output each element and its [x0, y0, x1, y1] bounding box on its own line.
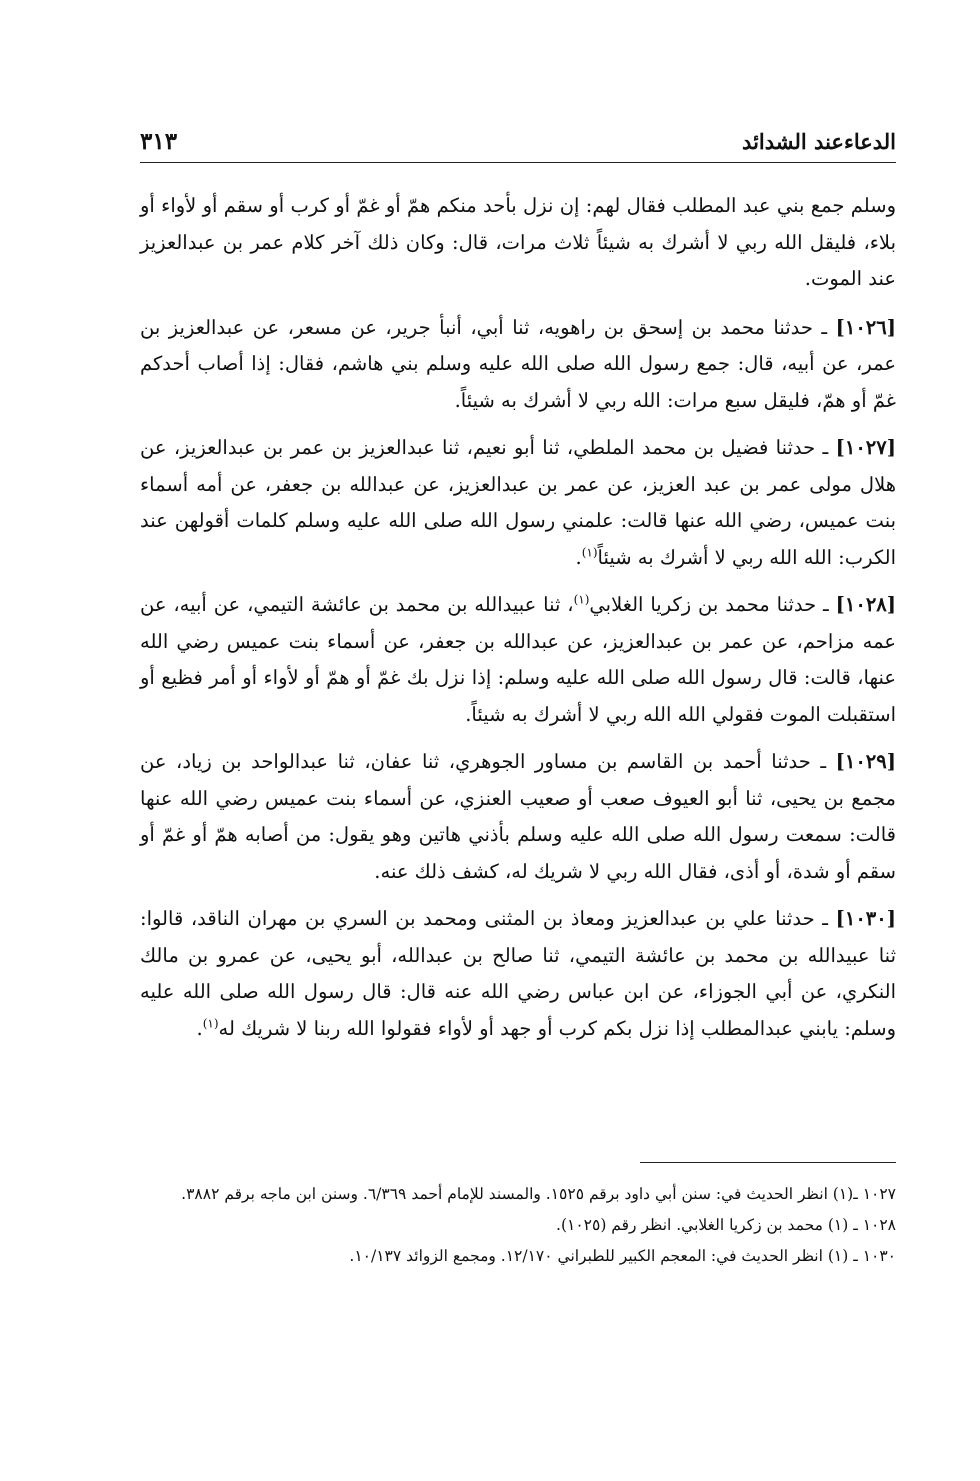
- hadith-paragraph: [140, 587, 896, 733]
- footnote-separator: [640, 1162, 896, 1163]
- hadith-number: [١٠٢٩]: [835, 750, 896, 773]
- hadith-number: [١٠٢٦]: [835, 315, 896, 339]
- footnote-reference: (١): [202, 1016, 219, 1030]
- header-rule: [140, 162, 896, 163]
- hadith-paragraph: [140, 744, 896, 890]
- hadith-text: ـ حدثنا علي بن عبدالعزيز ومعاذ بن المثنى ومحمد بن السري بن مهران الناقد، قالوا: ثنا عبيدالله بن محمد بن عائشة التيمي، ثنا صالح بن عبدالله، أبو يحيى، عن عمرو بن مالك النكري، عن أبي الجوزاء، عن ابن عباس رضي الله عنه قال: قال رسول الله صلى الله عليه وسلم: يابني عبدالمطلب إذا نزل بكم كرب أو جهد أو لأواء فقولوا الله ربنا لا شريك له: [140, 907, 896, 1040]
- hadith-paragraph: [140, 310, 896, 420]
- page-header: [140, 124, 896, 164]
- footnote: ١٠٢٨ ـ (١) محمد بن زكريا الغلابي. انظر رقم (١٠٢٥).: [556, 1216, 896, 1234]
- page-number: ٣١٣: [140, 128, 178, 155]
- hadith-text: ـ حدثنا فضيل بن محمد الملطي، ثنا أبو نعيم، ثنا عبدالعزيز بن عمر بن عبدالعزيز، عن هلال مولى عمر بن عبد العزيز، عن عمر بن عبدالعزيز، عن عبدالله بن جعفر، عن أمه أسماء بنت عميس، رضي الله عنها قالت: علمني رسول الله صلى الله عليه وسلم كلمات أقولهن عند الكرب: الله الله ربي لا أشرك به شيئاً: [140, 436, 896, 569]
- footnote-reference: (١): [573, 592, 590, 607]
- running-title: الدعاءعند الشدائد: [742, 129, 896, 154]
- hadith-text-tail: ، ثنا عبيدالله بن محمد بن عائشة التيمي، عن أبيه، عن عمه مزاحم، عن عمر بن عبدالعزيز، عن عبدالله بن جعفر، عن أسماء بنت عميس رضي الله عنها، قالت: قال رسول الله صلى الله عليه وسلم: إذا نزل بك غمّ أو همّ أو لأواء أو أمر فظيع أو استقبلت الموت فقولي الله الله ربي لا أشرك به شيئاً.: [140, 593, 896, 726]
- hadith-number: [١٠٢٧]: [835, 436, 896, 459]
- footnote-reference: (١): [581, 545, 598, 559]
- footnotes: [140, 1180, 896, 1273]
- footnote: ١٠٢٧ ـ(١) انظر الحديث في: سنن أبي داود برقم ١٥٢٥. والمسند للإمام أحمد ٦/٣٦٩. وسنن ابن ماجه برقم ٣٨٨٢.: [181, 1185, 896, 1203]
- hadith-text-tail: .: [196, 1016, 203, 1040]
- hadith-paragraph: [140, 901, 896, 1047]
- hadith-text-tail: .: [575, 545, 582, 569]
- hadith-number: [١٠٣٠]: [835, 907, 896, 930]
- hadith-text: ـ حدثنا محمد بن إسحق بن راهويه، ثنا أبي، أنبأ جرير، عن مسعر، عن عبدالعزيز بن عمر، عن أبيه، قال: جمع رسول الله صلى الله عليه وسلم بني هاشم، فقال: إذا أصاب أحدكم غمّ أو همّ، فليقل سبع مرات: الله ربي لا أشرك به شيئاً.: [140, 315, 896, 412]
- hadith-text: ـ حدثنا أحمد بن القاسم بن مساور الجوهري، ثنا عفان، ثنا عبدالواحد بن زياد، عن مجمع بن يحيى، ثنا أبو العيوف صعب أو صعيب العنزي، عن أسماء بنت عميس رضي الله عنها قالت: سمعت رسول الله صلى الله عليه وسلم بأذني هاتين وهو يقول: من أصابه همّ أو غمّ أو سقم أو شدة، أو أذى، فقال الله ربي لا شريك له، كشف ذلك عنه.: [140, 750, 896, 883]
- intro-paragraph: وسلم جمع بني عبد المطلب فقال لهم: إن نزل بأحد منكم همّ أو غمّ أو كرب أو سقم أو لأواء أو بلاء، فليقل الله ربي لا أشرك به شيئاً ثلاث مرات، قال: وكان ذلك آخر كلام عمر بن عبدالعزيز عند الموت.: [140, 194, 896, 290]
- hadith-text: ـ حدثنا محمد بن زكريا الغلابي: [589, 593, 836, 616]
- footnote: ١٠٣٠ ـ (١) انظر الحديث في: المعجم الكبير للطبراني ١٢/١٧٠. ومجمع الزوائد ١٠/١٣٧.: [349, 1247, 896, 1265]
- hadith-paragraph: [140, 430, 896, 576]
- hadith-number: [١٠٢٨]: [835, 593, 897, 616]
- main-text: [140, 188, 896, 1058]
